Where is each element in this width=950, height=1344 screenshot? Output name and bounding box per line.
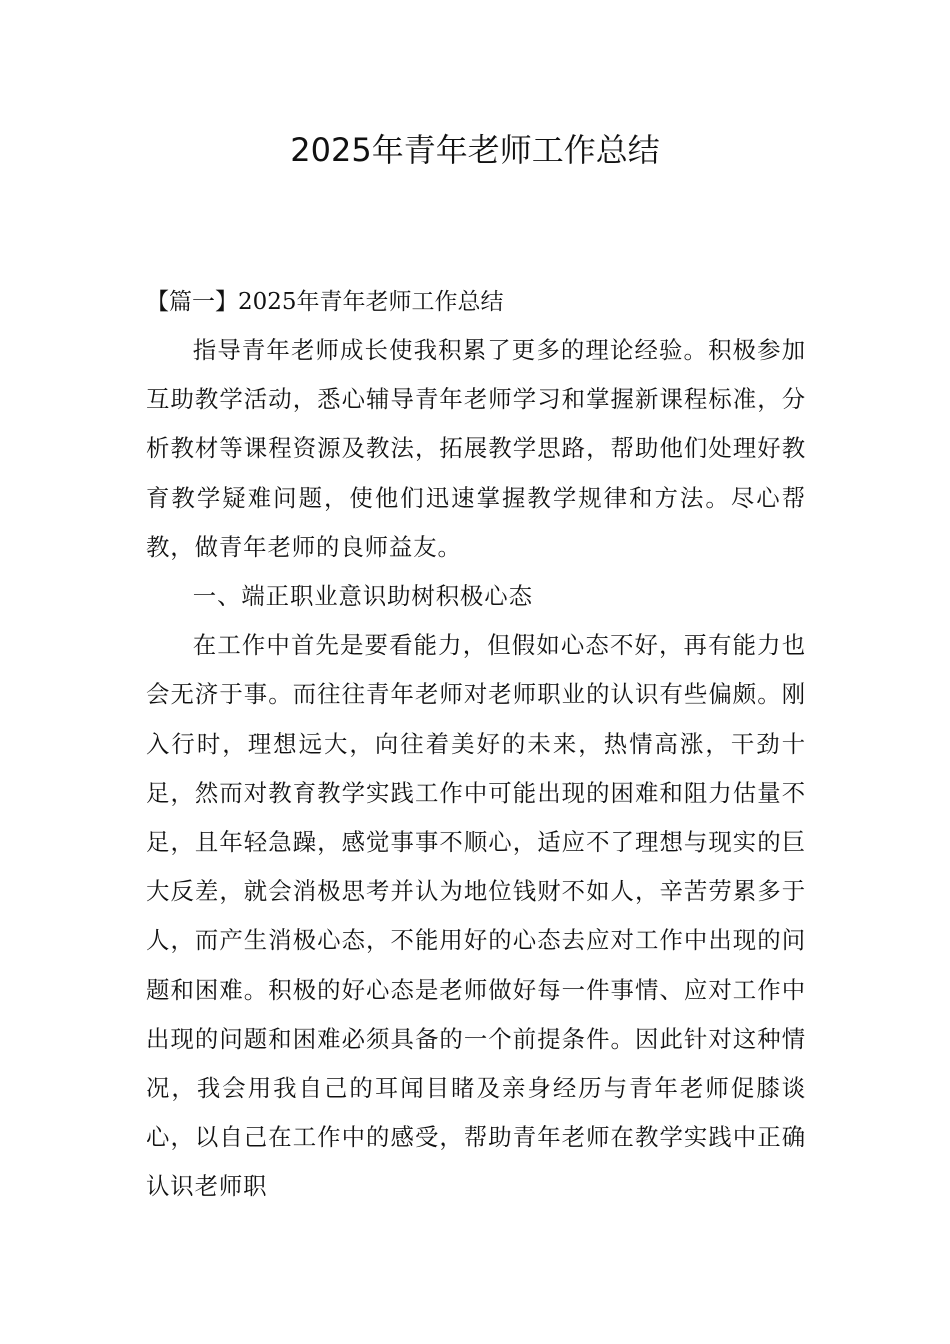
body-paragraph: 在工作中首先是要看能力，但假如心态不好，再有能力也会无济于事。而往往青年老师对老师职业的认识有些偏颇。刚入行时，理想远大，向往着美好的未来，热情高涨，干劲十足，然而对教育教学实践工作中可能出现的困难和阻力估量不足，且年轻急躁，感觉事事不顺心，适应不了理想与现实的巨大反差，就会消极思考并认为地位钱财不如人，辛苦劳累多于人，而产生消极心态，不能用好的心态去应对工作中出现的问题和困难。积极的好心态是老师做好每一件事情、应对工作中出现的问题和困难必须具备的一个前提条件。因此针对这种情况，我会用我自己的耳闻目睹及亲身经历与青年老师促膝谈心，以自己在工作中的感受，帮助青年老师在教学实践中正确认识老师职 [146,631,806,1201]
document-body [146,278,806,1212]
section-label: 【篇一】2025年青年老师工作总结 [146,289,504,315]
intro-paragraph: 指导青年老师成长使我积累了更多的理论经验。积极参加互助教学活动，悉心辅导青年老师学习和掌握新课程标准，分析教材等课程资源及教法，拓展教学思路，帮助他们处理好教育教学疑难问题，使他们迅速掌握教学规律和方法。尽心帮教，做青年老师的良师益友。 [146,336,806,561]
section-heading: 一、端正职业意识助树积极心态 [192,582,533,611]
document-title: 2025年青年老师工作总结 [290,131,660,169]
